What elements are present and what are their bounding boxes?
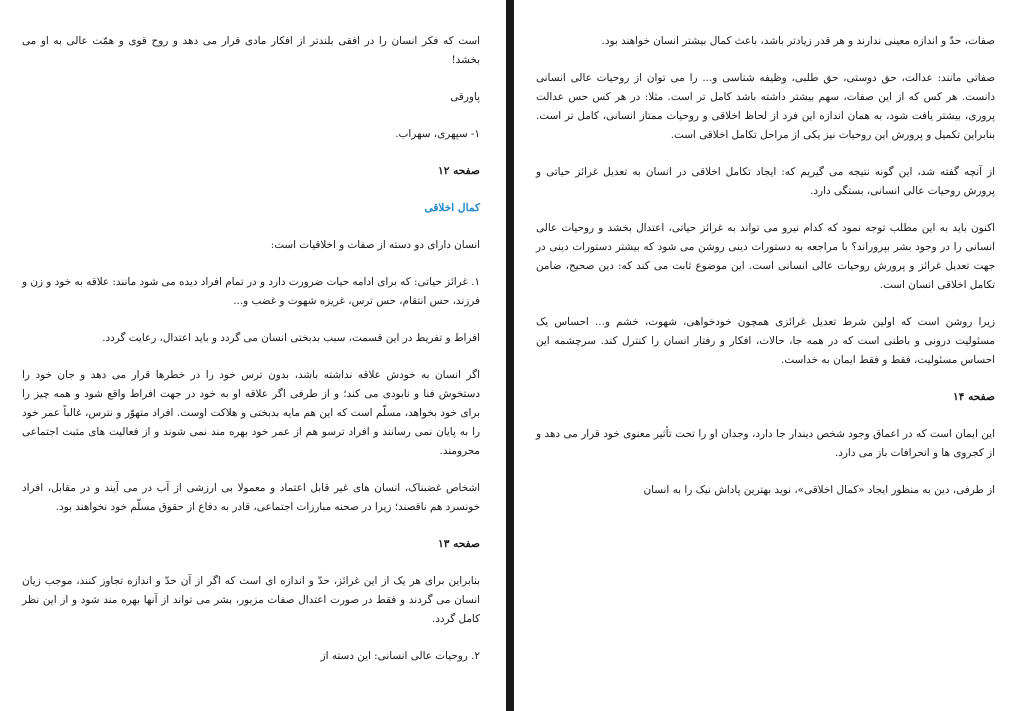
footnote-title: پاورقی bbox=[450, 91, 480, 103]
paragraph: افراط و تفریط در این قسمت، سبب بدبختی انسان می گردد و باید اعتدال، رعایت گردد. bbox=[102, 332, 480, 344]
left-page bbox=[0, 0, 506, 711]
paragraph: از طرفی، دین به منظور ایجاد «کمال اخلاقی»، نوید بهترین پاداش نیک را به انسان bbox=[643, 484, 995, 496]
paragraph: صفات، حدّ و اندازه معینی ندارند و هر قدر زیادتر باشد، باعث کمال بیشتر انسان خواهند بود. bbox=[601, 35, 995, 47]
paragraph: این ایمان است که در اعماق وجود شخص دیندار جا دارد، وجدان او را تحت تأثیر معنوی خود قرار می دهد و از کجروی ها و انحرافات باز می دارد. bbox=[536, 428, 995, 459]
right-page bbox=[514, 0, 1019, 711]
paragraph: است که فکر انسان را در افقی بلندتر از افکار مادی قرار می دهد و روح قوی و همّت عالی به او می بخشد! bbox=[22, 35, 480, 66]
footnote-item: ۱- سپهری، سهراب. bbox=[395, 128, 480, 140]
page-divider bbox=[506, 0, 514, 711]
paragraph: اکنون باید به این مطلب توجه نمود که کدام نیرو می تواند به غرائز حیاتی، اعتدال بخشد و روحیات عالی انسانی را در وجود بشر بپروراند؟ با مراجعه به دستورات دینی روشن می شود که بیشتر دستورات دینی در جهت تعدیل غرائز و پرورش روحیات عالی انسانی است. این موضوع ثابت می کند که: دین صحیح، ضامن تکامل اخلاقی انسان است. bbox=[536, 222, 995, 291]
paragraph: اگر انسان به خودش علاقه نداشته باشد، بدون ترس خود را در خطرها قرار می دهد و جان خود را دستخوش فنا و نابودی می کند؛ و از طرفی اگر علاقه او به خود در جهت افراط واقع شود و همه چیز را برای خود بخواهد، مسلّم است که این هم مایه بدبختی و هلاکت اوست. افراد متهوّر و نترس، غالباً عمر خود را به پایان نمی رسانند و افراد ترسو هم از عمر خود بهره مند نمی شوند و از فعالیت های مثبت اجتماعی محرومند. bbox=[22, 369, 480, 457]
page-number-label: صفحه ۱۲ bbox=[438, 165, 480, 177]
paragraph: بنابراین برای هر یک از این غرائز، حدّ و اندازه ای است که اگر از آن حدّ و اندازه تجاوز کنند، موجب زیان انسان می گردند و فقط در صورت اعتدال صفات مزبور، بشر می تواند از آنها بهره مند شود و از این نظر کامل گردد. bbox=[22, 575, 480, 625]
paragraph: انسان دارای دو دسته از صفات و اخلاقیات است: bbox=[270, 239, 480, 251]
section-title: کمال اخلاقی bbox=[424, 202, 480, 214]
paragraph: از آنچه گفته شد، این گونه نتیجه می گیریم که: ایجاد تکامل اخلاقی در انسان به تعدیل غرائز حیاتی و پرورش روحیات عالی انسانی، بستگی دارد. bbox=[536, 166, 995, 197]
paragraph: ۲. روحیات عالی انسانی: این دسته از bbox=[320, 650, 480, 662]
paragraph: زیرا روشن است که اولین شرط تعدیل غرائزی همچون خودخواهی، شهوت، خشم و... احساس یک مسئولیت درونی و باطنی است که در همه جا، حالات، افکار و رفتار انسان را کنترل کند. سرچشمه این احساس مسئولیت، فقط و فقط ایمان به خداست. bbox=[536, 316, 995, 366]
paragraph: ۱. غرائز حیاتی: که برای ادامه حیات ضرورت دارد و در تمام افراد دیده می شود مانند: علاقه به خود و زن و فرزند، حس انتقام، حس ترس، غریزه شهوت و غضب و... bbox=[22, 276, 480, 307]
page-number-label: صفحه ۱۴ bbox=[953, 391, 995, 403]
page-number-label: صفحه ۱۳ bbox=[438, 538, 480, 550]
paragraph: اشخاص غضبناک، انسان های غیر قابل اعتماد و معمولا بی ارزشی از آب در می آیند و در مقابل، افراد خونسرد هم ناقصند؛ زیرا در صحنه مبارزات اجتماعی، قادر به دفاع از حقوق مسلّم خود نخواهند بود. bbox=[22, 482, 480, 513]
paragraph: صفاتی مانند: عدالت، حق دوستی، حق طلبی، وظیفه شناسی و... را می توان از روحیات عالی انسانی دانست. هر کس که از این صفات، سهم بیشتر داشته باشد کامل تر است. مثلا: در هر کس حس عدالت پروری، بیشتر یافت شود، به همان اندازه این فرد از لحاظ اخلاقی و روحیات ممتاز انسانی، کامل تر است. بنابراین تکمیل و پرورش این روحیات نیز یکی از مراحل تکامل اخلاقی است. bbox=[536, 72, 995, 141]
